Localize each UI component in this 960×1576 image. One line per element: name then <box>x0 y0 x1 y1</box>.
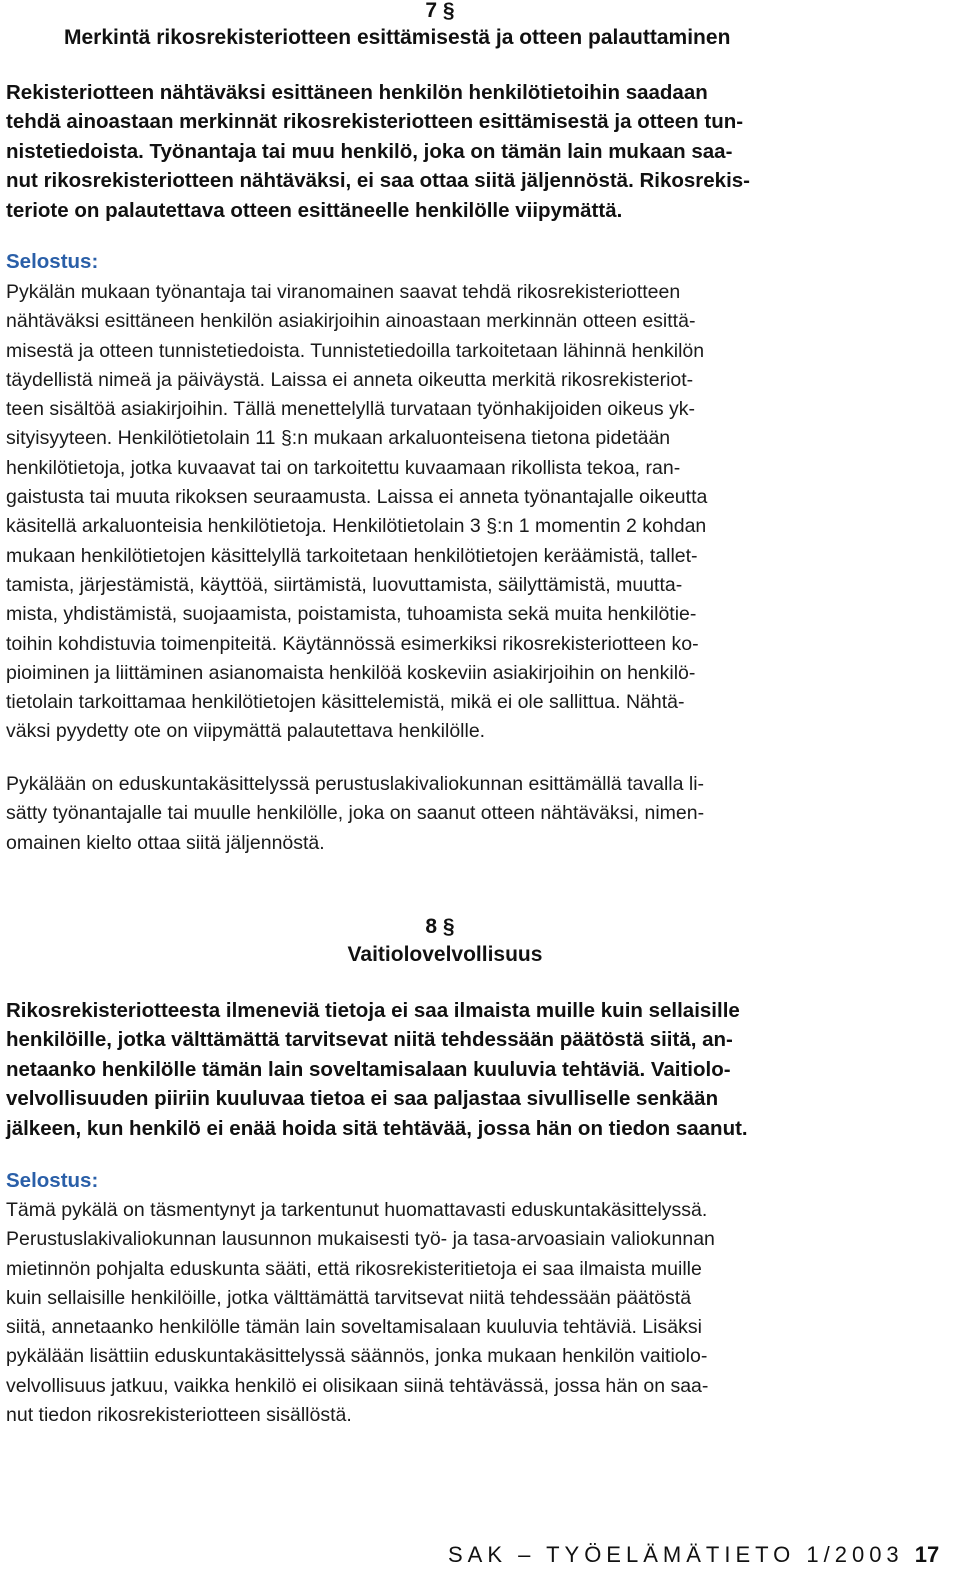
text-line: nistetiedoista. Työnantaja tai muu henkilö, joka on tämän lain mukaan saa- <box>6 139 733 163</box>
section-7-number: 7 § <box>425 0 455 22</box>
page-footer <box>448 1540 939 1570</box>
text-line: siitä, annetaanko henkilölle tämän lain soveltamisalaan kuuluvia tehtäviä. Lisäksi <box>6 1316 702 1339</box>
text-line: väksi pyydetty ote on viipymättä palautettava henkilölle. <box>6 720 486 743</box>
section-7-text <box>6 78 890 225</box>
text-line: nut rikosrekisteriotteen nähtäväksi, ei saa ottaa siitä jäljennöstä. Rikosrekis- <box>6 169 750 193</box>
text-line: velvollisuus jatkuu, vaikka henkilö ei olisikaan siinä tehtävässä, jossa hän on saa- <box>6 1374 709 1397</box>
text-line: tietolain tarkoittamaa henkilötietojen käsittelemistä, mikä ei ole sallittua. Nähtä- <box>6 691 685 714</box>
text-line: tamista, järjestämistä, käyttöä, siirtämistä, luovuttamista, säilyttämistä, muutta- <box>6 573 683 596</box>
text-line: Pykälään on eduskuntakäsittelyssä perustuslakivaliokunnan esittämällä tavalla li- <box>6 773 705 795</box>
text-line: käsitellä arkaluonteisia henkilötietoja. Henkilötietolain 3 §:n 1 momentin 2 kohdan <box>6 515 707 538</box>
text-line: jälkeen, kun henkilö ei enää hoida sitä tehtävää, jossa hän on tiedon saanut. <box>6 1116 748 1140</box>
section-7-addendum <box>6 770 890 858</box>
text-line: mietinnön pohjalta eduskunta sääti, että rikosrekisteritietoja ei saa ilmaista muille <box>6 1257 702 1280</box>
text-line: henkilöille, jotka välttämättä tarvitsevat niitä tehdessään päätöstä siitä, an- <box>6 1028 733 1052</box>
text-line: nähtäväksi esittäneen henkilön asiakirjoihin ainoastaan merkinnän otteen esittä- <box>6 310 696 333</box>
text-line: henkilötietoja, jotka kuvaavat tai on tarkoitettu kuvaamaan rikollista tekoa, ran- <box>6 456 681 479</box>
text-line: tehdä ainoastaan merkinnät rikosrekisteriotteen esittämisestä ja otteen tun- <box>6 110 744 134</box>
text-line: sityisyyteen. Henkilötietolain 11 §:n mukaan arkaluonteisena tietona pidetään <box>6 427 671 450</box>
text-line: Rekisteriotteen nähtäväksi esittäneen henkilön henkilötietoihin saadaan <box>6 81 708 104</box>
text-line: teen sisältöä asiakirjoihin. Tällä menettelyllä turvataan työnhakijoiden oikeus yk- <box>6 398 696 421</box>
text-line: misestä ja otteen tunnistetiedoista. Tunnistetiedoilla tarkoitetaan lähinnä henkilön <box>6 339 705 362</box>
text-line: pioiminen ja liittäminen asianomaista henkilöä koskeviin asiakirjoihin on henkilö- <box>6 661 696 684</box>
section-8-title: Vaitiolovelvollisuus <box>347 943 543 966</box>
text-line: pykälään lisättiin eduskuntakäsittelyssä säännös, jonka mukaan henkilön vaitiolo- <box>6 1345 708 1368</box>
text-line: mista, yhdistämistä, suojaamista, poistamista, tuhoamista sekä muita henkilötie- <box>6 603 697 626</box>
section-8-selostus-text <box>6 1196 890 1430</box>
text-line: sätty työnantajalle tai muulle henkilölle, joka on saanut otteen nähtäväksi, nimen- <box>6 802 705 825</box>
text-line: toihin kohdistuvia toimenpiteitä. Käytännössä esimerkiksi rikosrekisteriotteen ko- <box>6 632 699 655</box>
text-line: Pykälän mukaan työnantaja tai viranomainen saavat tehdä rikosrekisteriotteen <box>6 281 681 303</box>
text-line: nut tiedon rikosrekisteriotteen sisällöstä. <box>6 1404 352 1427</box>
section-7-title: Merkintä rikosrekisteriotteen esittämisestä ja otteen palauttaminen <box>64 26 731 49</box>
section-7-selostus-text <box>6 278 890 747</box>
text-line: netaanko henkilölle tämän lain soveltamisalaan kuuluvia tehtäviä. Vaitiolo- <box>6 1057 731 1081</box>
section-8-number: 8 § <box>425 915 455 938</box>
section-8-text <box>6 996 890 1143</box>
text-line: gaistusta tai muuta rikoksen seuraamusta. Laissa ei anneta työnantajalle oikeutta <box>6 486 708 509</box>
text-line: teriote on palautettava otteen esittäneelle henkilölle viipymättä. <box>6 198 623 222</box>
section-7-selostus-label: Selostus: <box>6 250 99 273</box>
text-line: Rikosrekisteriotteesta ilmeneviä tietoja ei saa ilmaista muille kuin sellaisille <box>6 999 740 1022</box>
footer-publication: SAK – TYÖELÄMÄTIETO 1/2003 <box>448 1542 904 1567</box>
text-line: velvollisuuden piiriin kuuluvaa tietoa ei saa paljastaa sivulliselle senkään <box>6 1087 719 1111</box>
text-line: Tämä pykälä on täsmentynyt ja tarkentunut huomattavasti eduskuntakäsittelyssä. <box>6 1199 708 1221</box>
text-line: omainen kielto ottaa siitä jäljennöstä. <box>6 831 325 854</box>
page-number: 17 <box>914 1542 940 1567</box>
section-8-selostus-label: Selostus: <box>6 1169 99 1192</box>
text-line: täydellistä nimeä ja päiväystä. Laissa ei anneta oikeutta merkitä rikosrekisteriot- <box>6 368 694 391</box>
text-line: mukaan henkilötietojen käsittelyllä tarkoitetaan henkilötietojen keräämistä, tallet- <box>6 544 698 567</box>
text-line: kuin sellaisille henkilöille, jotka välttämättä tarvitsevat niitä tehdessään päätöstä <box>6 1286 692 1309</box>
text-line: Perustuslakivaliokunnan lausunnon mukaisesti työ- ja tasa-arvoasiain valiokunnan <box>6 1228 715 1251</box>
